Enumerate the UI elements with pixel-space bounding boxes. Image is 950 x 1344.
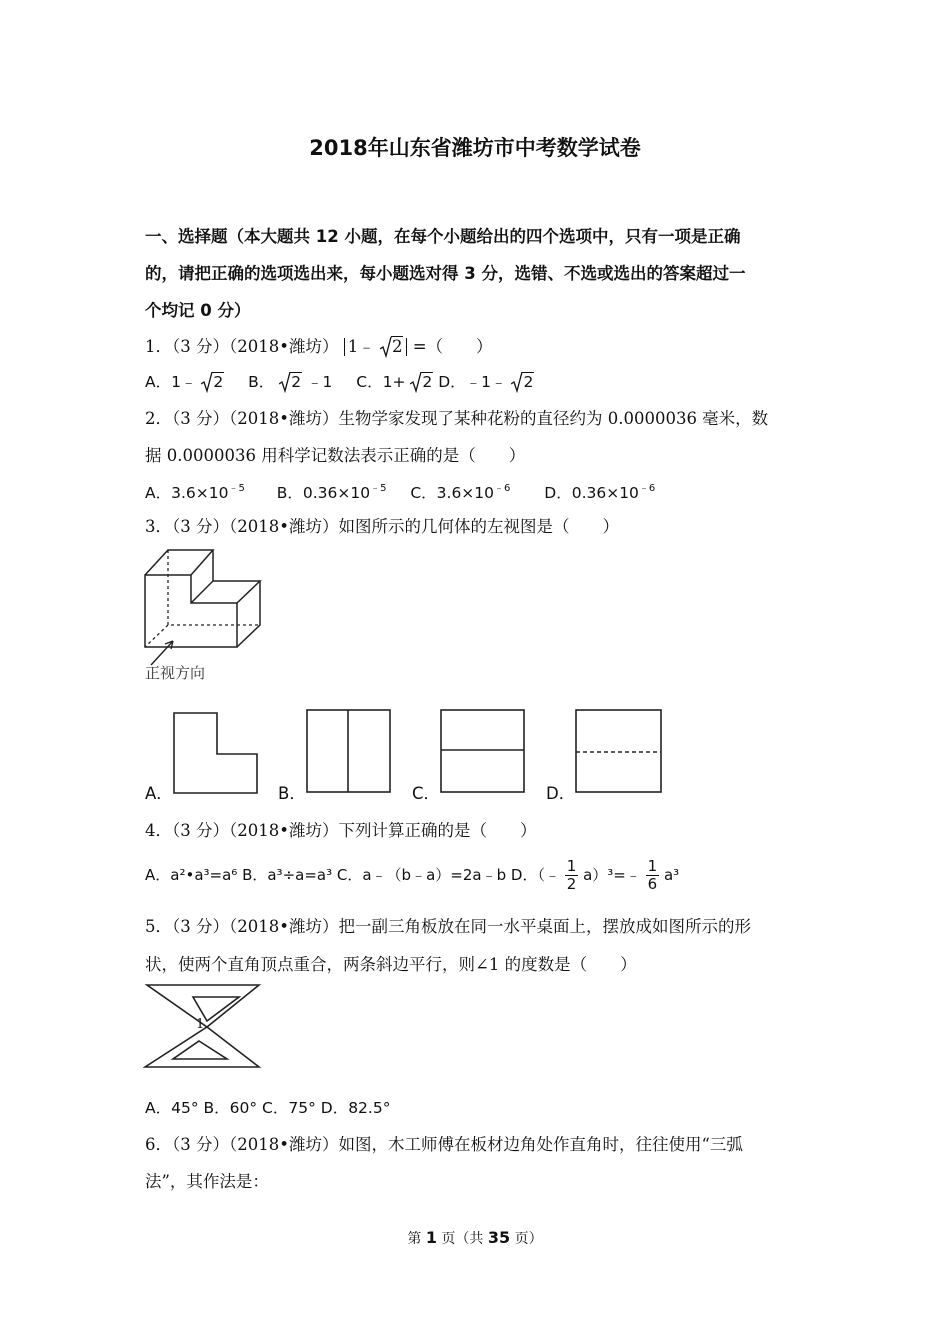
- question-1-options: [145, 370, 534, 392]
- page-title: 2018年山东省潍坊市中考数学试卷: [309, 136, 641, 160]
- q4-frac2-num: 1: [647, 857, 658, 875]
- sqrt-icon: [511, 373, 534, 391]
- sqrt-icon: [410, 373, 433, 391]
- question-6-line-2: 法”，其作法是：: [145, 1172, 269, 1191]
- q2-option-c: [410, 484, 510, 502]
- q4-option-c: C．a﹣（b﹣a）=2a﹣b: [336, 866, 507, 884]
- sqrt-icon: [201, 373, 224, 391]
- q2-b-base: B．0.36×10: [276, 484, 371, 502]
- section-heading-line-3: 个均记 0 分）: [145, 301, 251, 320]
- q1-d-sqrt-value: 2: [523, 373, 534, 391]
- question-2-options: [145, 479, 655, 503]
- q3-option-c-figure: [440, 709, 526, 798]
- question-6-line-1: 6．（3 分）（2018•潍坊）如图，木工师傅在板材边角处作直角时，往往使用“三弧: [145, 1135, 743, 1154]
- q1-a-sqrt-value: 2: [213, 373, 224, 391]
- q4-fraction-1: [565, 858, 579, 893]
- q2-d-exp: ﹣6: [638, 483, 656, 494]
- q2-c-base: C．3.6×10: [410, 484, 495, 502]
- question-5-options: A．45° B．60° C．75° D．82.5°: [145, 1099, 391, 1117]
- q1-option-d: D．﹣1﹣: [438, 373, 507, 391]
- sqrt-icon: [380, 338, 404, 356]
- q3-option-label-b: B．: [278, 784, 306, 803]
- q1-option-a: A．1﹣: [145, 373, 197, 391]
- question-4-stem: 4．（3 分）（2018•潍坊）下列计算正确的是（ ）: [145, 821, 537, 840]
- footer-total-pages: 35: [487, 1228, 511, 1247]
- q3-option-a-figure: [173, 712, 259, 798]
- q2-a-base: A．3.6×10: [145, 484, 229, 502]
- q1-c-sqrt-value: 2: [422, 373, 433, 391]
- question-5-line-1: 5．（3 分）（2018•潍坊）把一副三角板放在同一水平桌面上，摆放成如图所示的形: [145, 917, 751, 936]
- q2-option-a: [145, 484, 245, 502]
- q1-absolute-value: [344, 338, 408, 356]
- q2-option-b: [277, 484, 387, 502]
- q1-option-b: B．: [248, 373, 275, 391]
- q1-option-b-suffix: ﹣1: [307, 373, 333, 391]
- section-heading-line-1: 一、选择题（本大题共 12 小题，在每个小题给出的四个选项中，只有一项是正确: [145, 227, 741, 246]
- q3-option-label-c: C．: [412, 784, 441, 803]
- q1-sqrt-value: 2: [391, 337, 403, 356]
- q3-figure-caption: 正视方向: [145, 664, 206, 682]
- q4-option-d-prefix: D．（﹣: [510, 866, 560, 884]
- q1-option-c: C．1+: [356, 373, 406, 391]
- q4-option-d-mid: a）³=﹣: [583, 866, 641, 884]
- q5-angle-label: 1: [196, 1017, 205, 1032]
- q3-option-label-d: D．: [546, 784, 576, 803]
- section-heading-line-2: 的，请把正确的选项选出来，每小题选对得 3 分，选错、不选或选出的答案超过一: [145, 264, 746, 283]
- q4-option-a: A．a²•a³=a⁶: [145, 866, 238, 884]
- footer-page-number: 1: [425, 1228, 437, 1247]
- question-4-options: [145, 858, 679, 893]
- footer-mid: 页（共: [436, 1231, 488, 1247]
- q4-option-d-suffix: a³: [663, 866, 680, 884]
- q4-frac1-den: 2: [566, 875, 577, 893]
- q4-frac2-den: 6: [647, 875, 658, 893]
- q1-prefix: 1．（3 分）（2018•潍坊）: [145, 337, 339, 356]
- q2-d-base: D．0.36×10: [544, 484, 639, 502]
- q1-b-sqrt-value: 2: [291, 373, 302, 391]
- question-3-stem: 3．（3 分）（2018•潍坊）如图所示的几何体的左视图是（ ）: [145, 517, 619, 536]
- q2-b-exp: ﹣5: [370, 483, 387, 494]
- sqrt-icon: [279, 373, 302, 391]
- question-2-line-1: 2．（3 分）（2018•潍坊）生物学家发现了某种花粉的直径约为 0.0000036 毫米，数: [145, 409, 769, 428]
- question-1-stem: [145, 333, 493, 357]
- q2-c-exp: ﹣6: [494, 483, 511, 494]
- q3-option-b-figure: [306, 709, 392, 798]
- q4-option-b: B．a³÷a=a³: [242, 866, 333, 884]
- footer-suffix: 页）: [510, 1231, 543, 1247]
- q1-suffix: =（ ）: [412, 337, 493, 356]
- q2-option-d: [544, 484, 655, 502]
- question-5-line-2: 状，使两个直角顶点重合，两条斜边平行，则∠1 的度数是（ ）: [145, 955, 637, 974]
- q3-option-label-a: A．: [145, 784, 173, 803]
- q4-fraction-2: [646, 858, 660, 893]
- q2-a-exp: ﹣5: [228, 483, 245, 494]
- page-footer: [0, 1228, 950, 1248]
- q3-option-d-figure: [575, 709, 663, 798]
- question-2-line-2: 据 0.0000036 用科学记数法表示正确的是（ ）: [145, 446, 526, 465]
- footer-prefix: 第: [407, 1231, 426, 1247]
- q1-abs-term: 1﹣: [347, 337, 375, 356]
- q4-frac1-num: 1: [566, 857, 577, 875]
